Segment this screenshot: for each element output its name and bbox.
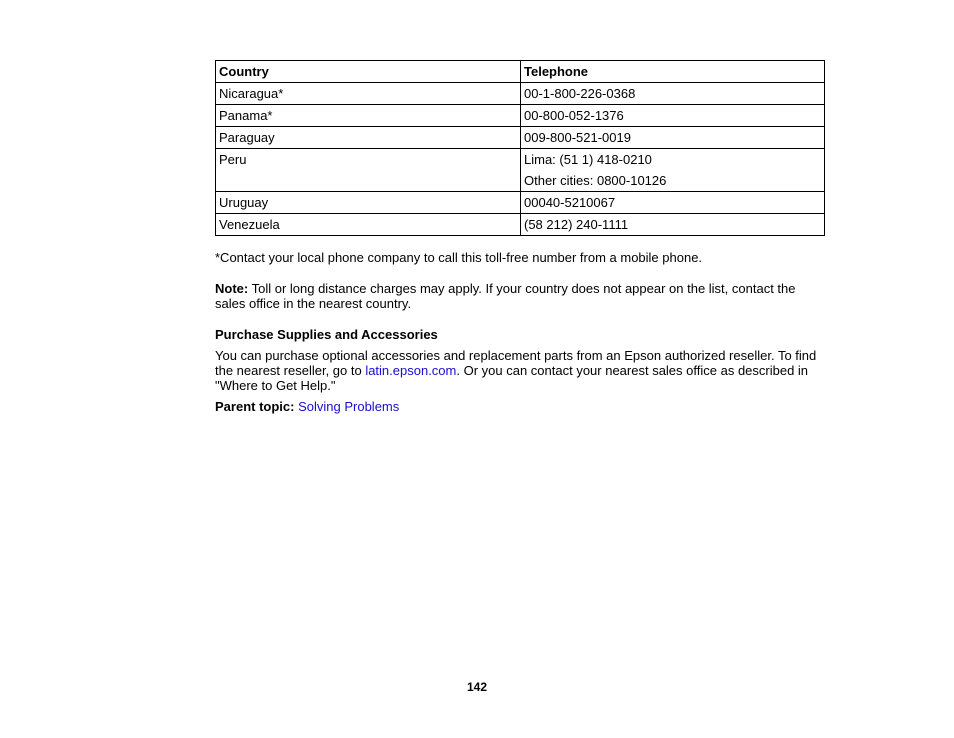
telephone-cell: 00-1-800-226-0368 [521,83,825,105]
telephone-cell [521,149,825,192]
telephone-cell: 00040-5210067 [521,192,825,214]
parent-topic-label: Parent topic: [215,399,295,414]
epson-website-link[interactable]: latin.epson.com [365,363,457,378]
page-content [215,60,824,414]
telephone-line: Lima: (51 1) 418-0210 [524,152,652,167]
note-paragraph [215,281,824,311]
country-cell: Nicaragua* [216,83,521,105]
table-row [216,105,825,127]
table-row [216,127,825,149]
telephone-cell: 009-800-521-0019 [521,127,825,149]
table-header-row [216,61,825,83]
table-row [216,214,825,236]
country-cell: Venezuela [216,214,521,236]
purchase-text-end: . Or you can contact your nearest sales office as described in "Where to Get Help." [215,363,809,393]
country-cell: Peru [216,149,521,192]
column-header-country: Country [216,61,521,83]
phone-support-table [215,60,825,236]
country-cell: Paraguay [216,127,521,149]
country-cell: Panama* [216,105,521,127]
purchase-heading: Purchase Supplies and Accessories [215,327,438,342]
telephone-line: Other cities: 0800-10126 [524,173,667,188]
table-row [216,192,825,214]
telephone-cell: (58 212) 240-1111 [521,214,825,236]
mobile-footnote: *Contact your local phone company to call this toll-free number from a mobile phone. [215,250,703,265]
parent-topic [215,399,824,414]
telephone-cell: 00-800-052-1376 [521,105,825,127]
purchase-paragraph [215,348,824,393]
purchase-text-start: You can purchase optional accessories and replacement parts from an Epson authorized reseller. To find the nearest reseller, go to [215,348,817,378]
solving-problems-link[interactable]: Solving Problems [298,399,400,414]
country-cell: Uruguay [216,192,521,214]
note-text: Toll or long distance charges may apply. If your country does not appear on the list, contact the sales office in the nearest country. [215,281,796,311]
table-row [216,149,825,192]
page-number: 142 [466,680,488,694]
table-row [216,83,825,105]
note-label: Note: [215,281,249,296]
column-header-telephone: Telephone [521,61,825,83]
